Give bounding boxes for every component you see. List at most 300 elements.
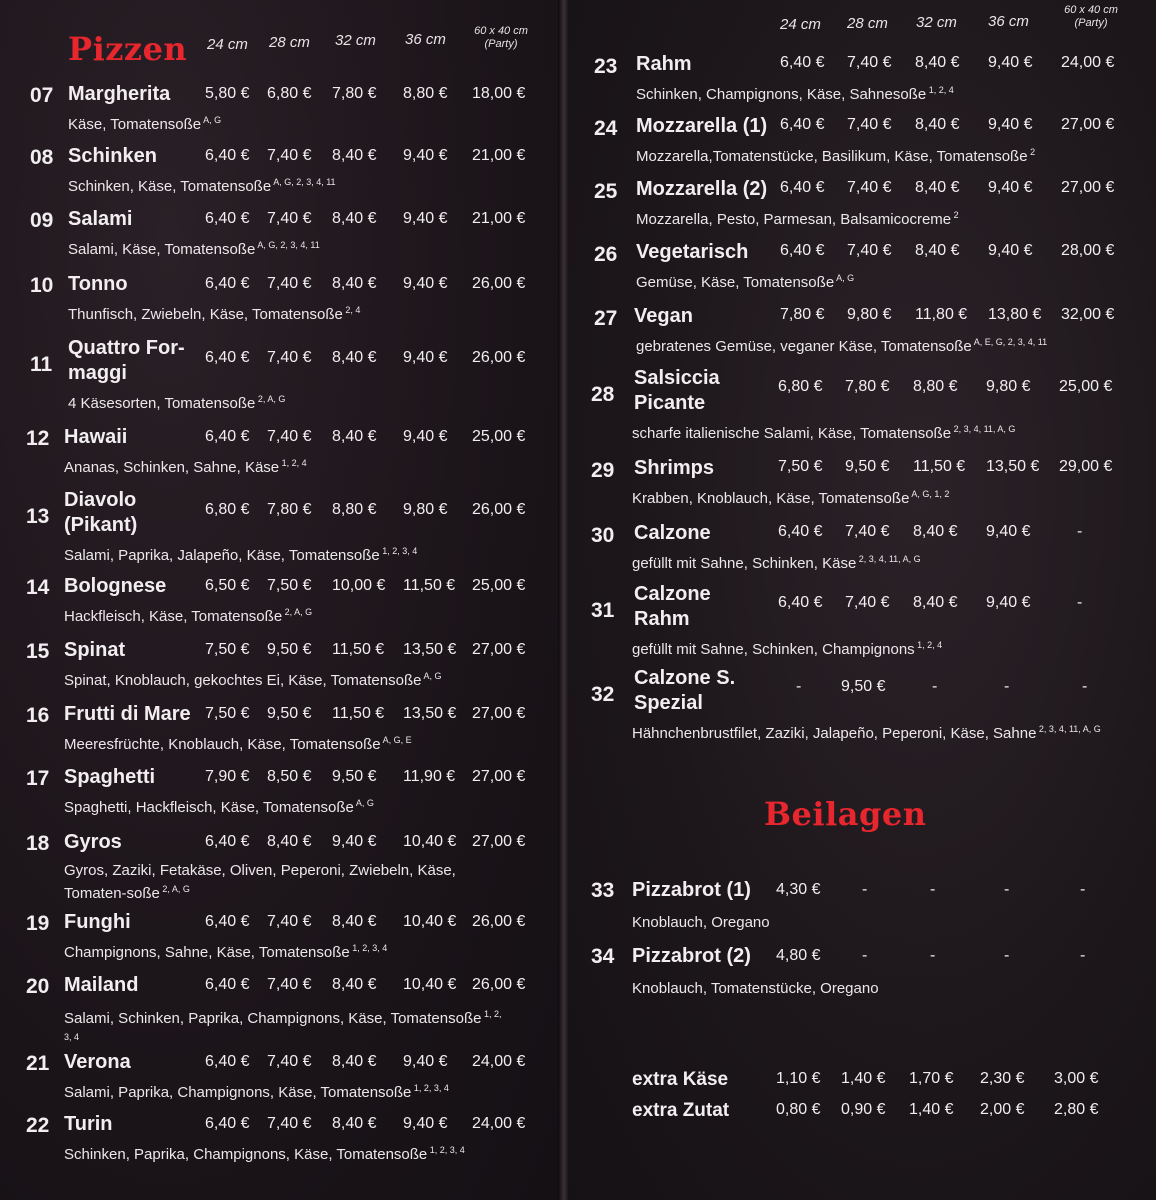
item-price: 6,40 € xyxy=(780,116,825,133)
item-price: 7,40 € xyxy=(845,523,890,540)
item-description xyxy=(632,554,921,572)
allergen-codes: 1, 2, 4 xyxy=(914,640,943,650)
item-price: 10,00 € xyxy=(332,577,386,594)
item-price: 8,40 € xyxy=(913,523,958,540)
item-price: 7,40 € xyxy=(847,116,892,133)
item-price: 13,50 € xyxy=(403,641,457,658)
item-name: Salsiccia Picante xyxy=(634,367,720,414)
item-name: Rahm xyxy=(636,53,692,75)
allergen-codes: 2 xyxy=(1027,147,1036,157)
allergen-codes: 2, A, G xyxy=(255,394,286,404)
item-price: 8,80 € xyxy=(913,378,958,395)
item-number: 30 xyxy=(591,524,615,547)
item-price: 7,40 € xyxy=(847,54,892,71)
item-description: Knoblauch, Oregano xyxy=(632,914,770,931)
item-price: 6,80 € xyxy=(778,378,823,395)
item-price: 7,50 € xyxy=(778,458,823,475)
item-price: 6,40 € xyxy=(205,1053,250,1070)
item-price: 9,40 € xyxy=(988,54,1033,71)
allergen-codes: 2 xyxy=(951,210,959,220)
item-description xyxy=(64,1145,465,1163)
item-price: 26,00 € xyxy=(472,501,526,518)
item-price: - xyxy=(930,947,936,964)
item-price: 25,00 € xyxy=(472,428,526,445)
allergen-codes: 1, 2, 3, 4 xyxy=(349,943,388,953)
size-28: 28 cm xyxy=(269,34,310,51)
item-price: 28,00 € xyxy=(1061,242,1115,259)
item-description xyxy=(636,273,854,291)
item-price: 26,00 € xyxy=(472,913,526,930)
pizzen-title: Pizzen xyxy=(68,30,188,68)
description-text: Hähnchenbrustfilet, Zaziki, Jalapeño, Peperoni, Käse, Sahne xyxy=(632,725,1037,742)
item-price: 8,40 € xyxy=(332,428,377,445)
item-name: Vegetarisch xyxy=(636,241,749,263)
item-price: 8,40 € xyxy=(915,179,960,196)
item-description xyxy=(64,458,307,476)
description-text: gefüllt mit Sahne, Schinken, Champignons xyxy=(632,641,915,658)
party-label: (Party) xyxy=(1074,17,1108,29)
item-price: 6,40 € xyxy=(780,242,825,259)
description-text: Schinken, Käse, Tomatensoße xyxy=(68,178,272,195)
item-number: 13 xyxy=(26,505,50,528)
extra-price: 2,30 € xyxy=(980,1070,1025,1087)
size-28: 28 cm xyxy=(847,15,888,32)
description-text: Spaghetti, Hackfleisch, Käse, Tomatensoße xyxy=(64,799,354,816)
item-price: 5,80 € xyxy=(205,85,250,102)
item-number: 32 xyxy=(591,683,615,706)
item-price: 7,50 € xyxy=(267,577,312,594)
item-price: 6,80 € xyxy=(205,501,250,518)
item-price: 9,40 € xyxy=(403,210,448,227)
item-number: 23 xyxy=(594,55,618,78)
item-price: 13,50 € xyxy=(986,458,1040,475)
item-price: - xyxy=(932,678,938,695)
item-price: 7,40 € xyxy=(267,275,312,292)
item-price: 10,40 € xyxy=(403,913,457,930)
item-name: Pizzabrot (2) xyxy=(632,945,751,967)
item-price: 27,00 € xyxy=(472,768,526,785)
item-price: 6,40 € xyxy=(205,976,250,993)
item-price: - xyxy=(1082,678,1088,695)
item-price: 7,80 € xyxy=(332,85,377,102)
item-price: 9,40 € xyxy=(332,833,377,850)
item-description xyxy=(64,1083,449,1101)
item-price: 6,40 € xyxy=(205,275,250,292)
size-24: 24 cm xyxy=(207,36,248,53)
item-price: 27,00 € xyxy=(472,833,526,850)
allergen-codes: 2, 3, 4, 11, A, G xyxy=(856,554,921,564)
item-description xyxy=(68,305,360,323)
item-price: 6,50 € xyxy=(205,577,250,594)
allergen-codes: 1, 2, 3, 4 xyxy=(379,546,418,556)
item-name: Hawaii xyxy=(64,426,128,448)
size-36: 36 cm xyxy=(405,31,446,48)
item-number: 21 xyxy=(26,1052,50,1075)
item-price: 8,80 € xyxy=(332,501,377,518)
allergen-codes: A, G, 1, 2 xyxy=(909,489,950,499)
item-price: 6,40 € xyxy=(205,833,250,850)
item-number: 09 xyxy=(30,209,54,232)
item-number: 08 xyxy=(30,146,54,169)
allergen-codes: A, G xyxy=(353,798,374,808)
description-text: Salami, Paprika, Jalapeño, Käse, Tomatensoße xyxy=(64,547,380,564)
item-price: 8,40 € xyxy=(915,54,960,71)
allergen-codes: A, G xyxy=(834,273,855,283)
item-price: 9,40 € xyxy=(988,179,1033,196)
item-number: 27 xyxy=(594,307,618,330)
item-price: 24,00 € xyxy=(472,1053,526,1070)
item-price: 7,40 € xyxy=(845,594,890,611)
item-price: 8,40 € xyxy=(332,1115,377,1132)
item-price: - xyxy=(1077,523,1083,540)
item-price: 21,00 € xyxy=(472,147,526,164)
size-party xyxy=(1056,4,1126,30)
item-price: 25,00 € xyxy=(472,577,526,594)
extra-name: extra Käse xyxy=(632,1069,729,1090)
description-text: Gyros, Zaziki, Fetakäse, Oliven, Peperoni, Zwiebeln, Käse, Tomaten-soße xyxy=(64,862,456,902)
description-text: Gemüse, Käse, Tomatensoße xyxy=(636,274,835,291)
item-price: - xyxy=(796,678,802,695)
allergen-codes: 2, 3, 4, 11, A, G xyxy=(1036,724,1101,734)
item-name: Turin xyxy=(64,1113,113,1135)
item-price: 6,40 € xyxy=(780,179,825,196)
item-description xyxy=(68,394,285,412)
item-number: 24 xyxy=(594,117,618,140)
item-price: 10,40 € xyxy=(403,833,457,850)
item-name: Diavolo (Pikant) xyxy=(64,489,138,536)
item-name: Bolognese xyxy=(64,575,167,597)
item-price: 7,50 € xyxy=(205,705,250,722)
description-text: Krabben, Knoblauch, Käse, Tomatensoße xyxy=(632,490,910,507)
item-description xyxy=(68,240,320,258)
item-price: 9,50 € xyxy=(845,458,890,475)
item-price: 32,00 € xyxy=(1061,306,1115,323)
item-price: 11,50 € xyxy=(332,641,385,658)
item-description xyxy=(64,1005,509,1051)
description-text: Salami, Schinken, Paprika, Champignons, Käse, Tomatensoße xyxy=(64,1010,482,1027)
item-price: 9,50 € xyxy=(267,641,312,658)
allergen-codes: 1, 2, 4 xyxy=(926,85,954,95)
item-price: 6,40 € xyxy=(205,428,250,445)
item-price: 6,40 € xyxy=(778,523,823,540)
item-price: 6,40 € xyxy=(205,1115,250,1132)
item-price: 6,40 € xyxy=(205,349,250,366)
item-price: 4,30 € xyxy=(776,881,821,898)
item-number: 15 xyxy=(26,640,50,663)
item-description xyxy=(68,177,336,195)
item-price: 7,40 € xyxy=(267,913,312,930)
item-name: Pizzabrot (1) xyxy=(632,879,751,901)
item-number: 33 xyxy=(591,879,615,902)
item-price: 27,00 € xyxy=(1061,179,1115,196)
item-price: 7,90 € xyxy=(205,768,250,785)
item-number: 26 xyxy=(594,243,618,266)
right-size-header xyxy=(568,0,1156,40)
item-price: - xyxy=(1004,947,1010,964)
item-price: - xyxy=(1077,594,1083,611)
extra-price: 1,40 € xyxy=(909,1101,954,1118)
size-party-label: 60 x 40 cm xyxy=(474,25,528,37)
size-32: 32 cm xyxy=(916,14,957,31)
allergen-codes: 1, 2, 4 xyxy=(279,458,307,468)
extra-name: extra Zutat xyxy=(632,1100,730,1121)
item-price: 11,50 € xyxy=(332,705,385,722)
item-price: 11,90 € xyxy=(403,768,456,785)
item-price: 9,40 € xyxy=(403,428,448,445)
item-price: 26,00 € xyxy=(472,976,526,993)
item-price: 7,40 € xyxy=(267,210,312,227)
description-text: Schinken, Paprika, Champignons, Käse, Tomatensoße xyxy=(64,1146,428,1163)
item-price: 9,50 € xyxy=(267,705,312,722)
description-text: Ananas, Schinken, Sahne, Käse xyxy=(64,459,280,476)
item-description xyxy=(632,724,1101,742)
item-price: 9,40 € xyxy=(403,275,448,292)
item-name: Funghi xyxy=(64,911,131,933)
extra-price: 1,40 € xyxy=(841,1070,886,1087)
item-price: 13,80 € xyxy=(988,306,1042,323)
item-number: 19 xyxy=(26,912,50,935)
item-price: 7,80 € xyxy=(780,306,825,323)
item-name: Gyros xyxy=(64,831,122,853)
item-price: - xyxy=(1004,678,1010,695)
item-number: 11 xyxy=(30,353,53,376)
extra-price: 1,70 € xyxy=(909,1070,954,1087)
item-name: Mozzarella (1) xyxy=(636,115,768,137)
item-number: 14 xyxy=(26,576,50,599)
item-number: 07 xyxy=(30,84,54,107)
item-name: Frutti di Mare xyxy=(64,703,191,725)
item-price: 8,50 € xyxy=(267,768,312,785)
item-number: 34 xyxy=(591,945,615,968)
item-price: 9,40 € xyxy=(403,1053,448,1070)
item-name: Calzone xyxy=(634,522,711,544)
item-description xyxy=(64,943,387,961)
item-price: - xyxy=(862,947,868,964)
item-price: 24,00 € xyxy=(472,1115,526,1132)
item-price: 8,40 € xyxy=(332,913,377,930)
item-price: 7,40 € xyxy=(267,976,312,993)
item-price: 8,40 € xyxy=(332,275,377,292)
item-description xyxy=(632,640,942,658)
item-price: 9,40 € xyxy=(986,523,1031,540)
item-price: 8,40 € xyxy=(332,147,377,164)
extra-price: 1,10 € xyxy=(776,1070,821,1087)
item-price: 9,50 € xyxy=(841,678,886,695)
item-description: Knoblauch, Tomatenstücke, Oregano xyxy=(632,980,879,997)
item-price: 7,40 € xyxy=(267,1053,312,1070)
item-number: 12 xyxy=(26,427,50,450)
item-price: 6,40 € xyxy=(780,54,825,71)
item-name: Shrimps xyxy=(634,457,715,479)
party-label: (Party) xyxy=(484,38,518,50)
description-text: Salami, Käse, Tomatensoße xyxy=(68,241,256,258)
description-text: Spinat, Knoblauch, gekochtes Ei, Käse, Tomatensoße xyxy=(64,672,422,689)
description-text: Salami, Paprika, Champignons, Käse, Tomatensoße xyxy=(64,1084,412,1101)
allergen-codes: 1, 2, 3, 4 xyxy=(411,1083,449,1093)
item-name: Mozzarella (2) xyxy=(636,178,768,200)
item-description xyxy=(632,489,949,507)
extra-price: 2,80 € xyxy=(1054,1101,1099,1118)
allergen-codes: 2, 4 xyxy=(342,305,361,315)
item-price: 7,40 € xyxy=(847,242,892,259)
allergen-codes: A, G xyxy=(201,115,222,125)
description-text: Champignons, Sahne, Käse, Tomatensoße xyxy=(64,944,350,961)
item-name: Calzone Rahm xyxy=(634,583,711,630)
item-number: 10 xyxy=(30,274,54,297)
item-price: 9,80 € xyxy=(847,306,892,323)
description-text: Mozzarella, Pesto, Parmesan, Balsamicocreme xyxy=(636,211,952,228)
extra-price: 0,80 € xyxy=(776,1101,821,1118)
item-price: 8,40 € xyxy=(915,116,960,133)
item-number: 22 xyxy=(26,1114,50,1137)
allergen-codes: A, G xyxy=(421,671,442,681)
item-price: 11,50 € xyxy=(403,577,456,594)
item-price: 7,40 € xyxy=(267,349,312,366)
item-price: 9,40 € xyxy=(988,242,1033,259)
size-party-label: 60 x 40 cm xyxy=(1064,4,1118,16)
item-number: 16 xyxy=(26,704,50,727)
item-number: 28 xyxy=(591,383,615,406)
item-description xyxy=(68,115,221,133)
item-price: 7,40 € xyxy=(267,1115,312,1132)
item-price: 9,40 € xyxy=(988,116,1033,133)
description-text: gefüllt mit Sahne, Schinken, Käse xyxy=(632,555,857,572)
item-description xyxy=(64,798,374,816)
item-name: Schinken xyxy=(68,145,157,167)
item-price: 8,40 € xyxy=(332,976,377,993)
item-price: 8,40 € xyxy=(915,242,960,259)
item-price: 9,40 € xyxy=(403,147,448,164)
allergen-codes: 1, 2, 3, 4 xyxy=(64,1009,502,1042)
item-price: 8,40 € xyxy=(267,833,312,850)
item-name: Margherita xyxy=(68,83,171,105)
item-price: 7,80 € xyxy=(267,501,312,518)
item-price: 6,80 € xyxy=(267,85,312,102)
item-name: Spinat xyxy=(64,639,126,661)
size-32: 32 cm xyxy=(335,32,376,49)
description-text: Käse, Tomatensoße xyxy=(68,116,202,133)
item-description xyxy=(632,424,1015,442)
item-price: - xyxy=(1080,881,1086,898)
size-24: 24 cm xyxy=(780,16,821,33)
item-price: 27,00 € xyxy=(1061,116,1115,133)
extra-price: 3,00 € xyxy=(1054,1070,1099,1087)
item-number: 25 xyxy=(594,180,618,203)
item-description xyxy=(64,735,412,753)
size-36: 36 cm xyxy=(988,13,1029,30)
item-price: 9,40 € xyxy=(403,349,448,366)
item-price: - xyxy=(1004,881,1010,898)
item-name: Spaghetti xyxy=(64,766,156,788)
allergen-codes: 1, 2, 3, 4 xyxy=(427,1145,465,1155)
item-name: Verona xyxy=(64,1051,131,1073)
item-description xyxy=(636,337,1047,355)
item-price: 8,40 € xyxy=(913,594,958,611)
item-price: - xyxy=(930,881,936,898)
item-price: 26,00 € xyxy=(472,275,526,292)
item-price: 7,40 € xyxy=(847,179,892,196)
allergen-codes: A, E, G, 2, 3, 4, 11 xyxy=(971,337,1048,347)
item-price: 7,40 € xyxy=(267,428,312,445)
item-price: 6,40 € xyxy=(205,147,250,164)
item-description xyxy=(64,546,417,564)
description-text: Schinken, Champignons, Käse, Sahnesoße xyxy=(636,86,927,103)
pizzen-size-header xyxy=(0,0,560,60)
item-price: 11,50 € xyxy=(913,458,966,475)
item-price: 13,50 € xyxy=(403,705,457,722)
item-price: 8,40 € xyxy=(332,1053,377,1070)
item-number: 17 xyxy=(26,767,50,790)
item-number: 18 xyxy=(26,832,50,855)
item-number: 20 xyxy=(26,975,50,998)
allergen-codes: 2, A, G xyxy=(159,884,190,894)
item-price: 8,40 € xyxy=(332,210,377,227)
item-price: 7,50 € xyxy=(205,641,250,658)
item-price: 11,80 € xyxy=(915,306,968,323)
item-price: 9,80 € xyxy=(403,501,448,518)
item-price: 6,40 € xyxy=(205,210,250,227)
item-description xyxy=(64,671,441,689)
item-price: 6,40 € xyxy=(778,594,823,611)
allergen-codes: A, G, 2, 3, 4, 11 xyxy=(255,240,320,250)
allergen-codes: 2, A, G xyxy=(282,607,313,617)
item-number: 31 xyxy=(591,599,615,622)
extra-price: 0,90 € xyxy=(841,1101,886,1118)
item-price: 27,00 € xyxy=(472,641,526,658)
item-price: 29,00 € xyxy=(1059,458,1113,475)
item-description xyxy=(64,861,509,903)
allergen-codes: A, G, 2, 3, 4, 11 xyxy=(271,177,336,187)
item-price: 8,40 € xyxy=(332,349,377,366)
item-price: 24,00 € xyxy=(1061,54,1115,71)
description-text: Hackfleisch, Käse, Tomatensoße xyxy=(64,608,283,625)
item-number: 29 xyxy=(591,459,615,482)
item-name: Quattro For- maggi xyxy=(68,337,185,384)
item-description xyxy=(636,210,959,228)
beilagen-title: Beilagen xyxy=(764,795,927,833)
allergen-codes: 2, 3, 4, 11, A, G xyxy=(951,424,1016,434)
item-description xyxy=(636,85,954,103)
item-name: Mailand xyxy=(64,974,139,996)
item-price: - xyxy=(862,881,868,898)
item-description xyxy=(636,147,1035,165)
item-price: 9,80 € xyxy=(986,378,1031,395)
description-text: scharfe italienische Salami, Käse, Tomatensoße xyxy=(632,425,952,442)
size-party xyxy=(468,25,534,51)
item-price: 7,40 € xyxy=(267,147,312,164)
item-price: 8,80 € xyxy=(403,85,448,102)
item-name: Calzone S. Spezial xyxy=(634,667,736,714)
description-text: Mozzarella,Tomatenstücke, Basilikum, Käse, Tomatensoße xyxy=(636,148,1028,165)
item-price: 9,40 € xyxy=(986,594,1031,611)
description-text: Meeresfrüchte, Knoblauch, Käse, Tomatensoße xyxy=(64,736,381,753)
item-name: Vegan xyxy=(634,305,693,327)
item-price: 6,40 € xyxy=(205,913,250,930)
allergen-codes: A, G, E xyxy=(380,735,412,745)
item-name: Salami xyxy=(68,208,133,230)
item-description xyxy=(64,607,312,625)
item-price: 4,80 € xyxy=(776,947,821,964)
description-text: Thunfisch, Zwiebeln, Käse, Tomatensoße xyxy=(68,306,343,323)
description-text: gebratenes Gemüse, veganer Käse, Tomatensoße xyxy=(636,338,972,355)
item-price: 21,00 € xyxy=(472,210,526,227)
item-price: 25,00 € xyxy=(1059,378,1113,395)
description-text: 4 Käsesorten, Tomatensoße xyxy=(68,395,256,412)
item-name: Tonno xyxy=(68,273,128,295)
item-price: 10,40 € xyxy=(403,976,457,993)
extra-price: 2,00 € xyxy=(980,1101,1025,1118)
item-price: 27,00 € xyxy=(472,705,526,722)
